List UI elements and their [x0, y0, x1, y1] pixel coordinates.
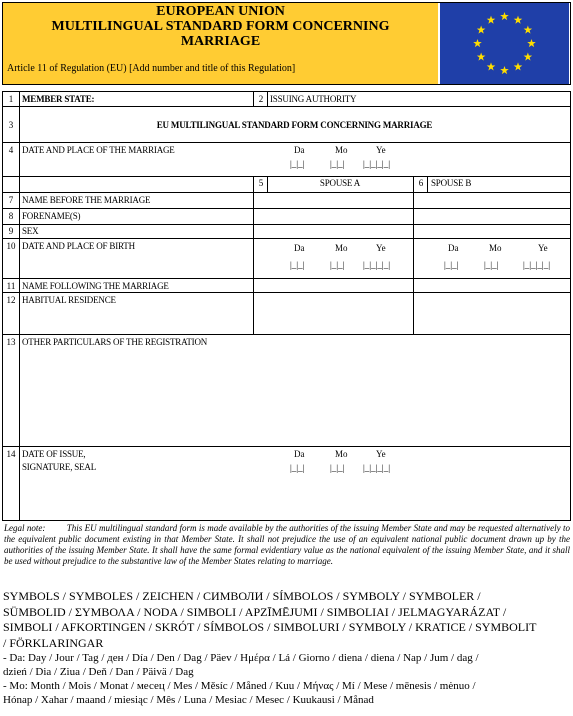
header-line-2: MULTILINGUAL STANDARD FORM CONCERNING	[51, 19, 390, 34]
star-icon	[487, 62, 496, 70]
day-translations: dzień / Dia / Ziua / Deň / Dan / Päivä / Dag	[3, 666, 194, 678]
legal-note-text: This EU multilingual standard form is made available by the authorities of the issuing Member State and may be requested alternatively to the equivalent public document existing in that Member State. It shall not prejudice the use of an equivalent national public document drawn up by the authorities of the issuing Member State. It shall have the same formal evidentiary value as the national equivalent of the issuing Member State, and it shall be used without prejudice to the substantive law of the Member States relating to marriage.	[4, 523, 570, 566]
field-number: 4	[8, 145, 14, 155]
star-icon	[500, 12, 509, 20]
month-boxes: |_|_|	[484, 260, 499, 270]
month-label: Mo	[335, 145, 348, 155]
legal-note-label: Legal note:	[4, 523, 46, 533]
field-number: 3	[8, 120, 14, 130]
sex-label: SEX	[22, 226, 39, 236]
field-number: 13	[6, 337, 16, 347]
spouse-a-header: SPOUSE A	[319, 178, 361, 188]
field-number: 12	[6, 295, 16, 305]
day-boxes: |_|_|	[290, 159, 305, 169]
header-line-3: MARRIAGE	[180, 34, 261, 49]
symbols-line: SÜMBOLID / ΣΥΜΒΟΛΑ / NODA / SIMBOLI / APZĪMĒJUMI / SIMBOLIAI / JELMAGYARÁZAT /	[3, 604, 507, 619]
field-number: 1	[8, 94, 14, 104]
field-number: 9	[8, 226, 14, 236]
name-before-label: NAME BEFORE THE MARRIAGE	[22, 195, 151, 205]
marriage-date-place-label: DATE AND PLACE OF THE MARRIAGE	[22, 145, 175, 155]
member-state-label: MEMBER STATE:	[22, 94, 95, 104]
symbols-line: SIMBOLI / AFKORTINGEN / SKRÓT / SÍMBOLOS / SIMBOLURI / SYMBOLY / KRATICE / SYMBOLIT	[3, 620, 537, 634]
star-icon	[514, 16, 523, 24]
month-boxes: |_|_|	[330, 463, 345, 473]
month-label: Mo	[335, 243, 348, 253]
year-label: Ye	[376, 145, 386, 155]
habitual-residence-label: HABITUAL RESIDENCE	[22, 295, 116, 305]
year-label: Ye	[538, 243, 548, 253]
header-line-1: EUROPEAN UNION	[156, 4, 285, 19]
month-label: Mo	[335, 449, 348, 459]
signature-seal-label: SIGNATURE, SEAL	[22, 462, 97, 472]
month-translations: - Mo: Month / Mois / Monat / месец / Mes / Měsíc / Måned / Kuu / Μήνας / Mí / Mese / mēnesis / mėnuo /	[3, 680, 476, 692]
day-translations: - Da: Day / Jour / Tag / ден / Día / Den / Dag / Päev / Ημέρα / Lá / Giorno / diena / diena / Nap / Jum / dag /	[3, 652, 479, 664]
field-number: 6	[418, 178, 424, 188]
symbols-legend	[3, 589, 571, 707]
forenames-label: FORENAME(S)	[22, 211, 81, 221]
day-boxes: |_|_|	[290, 260, 305, 270]
month-label: Mo	[489, 243, 502, 253]
star-icon	[527, 39, 536, 47]
date-of-issue-label: DATE OF ISSUE,	[22, 449, 86, 459]
year-boxes: |_|_|_|_|	[363, 260, 391, 270]
star-icon	[500, 66, 509, 74]
star-icon	[487, 16, 496, 24]
day-label: Da	[294, 145, 305, 155]
birth-date-place-label: DATE AND PLACE OF BIRTH	[22, 241, 135, 251]
day-label: Da	[448, 243, 459, 253]
year-label: Ye	[376, 243, 386, 253]
year-boxes: |_|_|_|_|	[523, 260, 551, 270]
field-number: 5	[258, 178, 264, 188]
symbols-line: SYMBOLS / SYMBOLES / ZEICHEN / СИМВОЛИ / SÍMBOLOS / SYMBOLY / SYMBOLER /	[3, 589, 481, 603]
year-boxes: |_|_|_|_|	[363, 159, 391, 169]
symbols-line: / FÖRKLARINGAR	[3, 635, 104, 650]
year-label: Ye	[376, 449, 386, 459]
star-icon	[524, 53, 533, 61]
form-title: EU MULTILINGUAL STANDARD FORM CONCERNING MARRIAGE	[156, 120, 433, 130]
eu-flag-icon	[440, 3, 569, 84]
field-number: 8	[8, 211, 14, 221]
day-boxes: |_|_|	[444, 260, 459, 270]
year-boxes: |_|_|_|_|	[363, 463, 391, 473]
month-boxes: |_|_|	[330, 159, 345, 169]
field-number: 10	[6, 241, 16, 251]
spouse-b-header: SPOUSE B	[431, 178, 472, 188]
star-icon	[514, 62, 523, 70]
article-reference: Article 11 of Regulation (EU) [Add number and title of this Regulation]	[7, 63, 296, 74]
month-translations: Hónap / Xahar / maand / miesiąc / Mês / Luna / Mesiac / Mesec / Kuukausi / Månad	[3, 694, 374, 706]
other-particulars-label: OTHER PARTICULARS OF THE REGISTRATION	[22, 337, 208, 347]
legal-note	[4, 523, 570, 567]
star-icon	[473, 39, 482, 47]
field-number: 14	[6, 449, 16, 459]
day-label: Da	[294, 243, 305, 253]
star-icon	[524, 26, 533, 34]
day-label: Da	[294, 449, 305, 459]
form-header-title	[3, 4, 438, 49]
form-table	[2, 91, 571, 521]
month-boxes: |_|_|	[330, 260, 345, 270]
star-icon	[477, 26, 486, 34]
field-number: 7	[8, 195, 14, 205]
field-number: 11	[6, 281, 16, 291]
star-icon	[477, 53, 486, 61]
field-number: 2	[258, 94, 264, 104]
issuing-authority-label: ISSUING AUTHORITY	[270, 94, 357, 104]
name-following-label: NAME FOLLOWING THE MARRIAGE	[22, 281, 169, 291]
day-boxes: |_|_|	[290, 463, 305, 473]
